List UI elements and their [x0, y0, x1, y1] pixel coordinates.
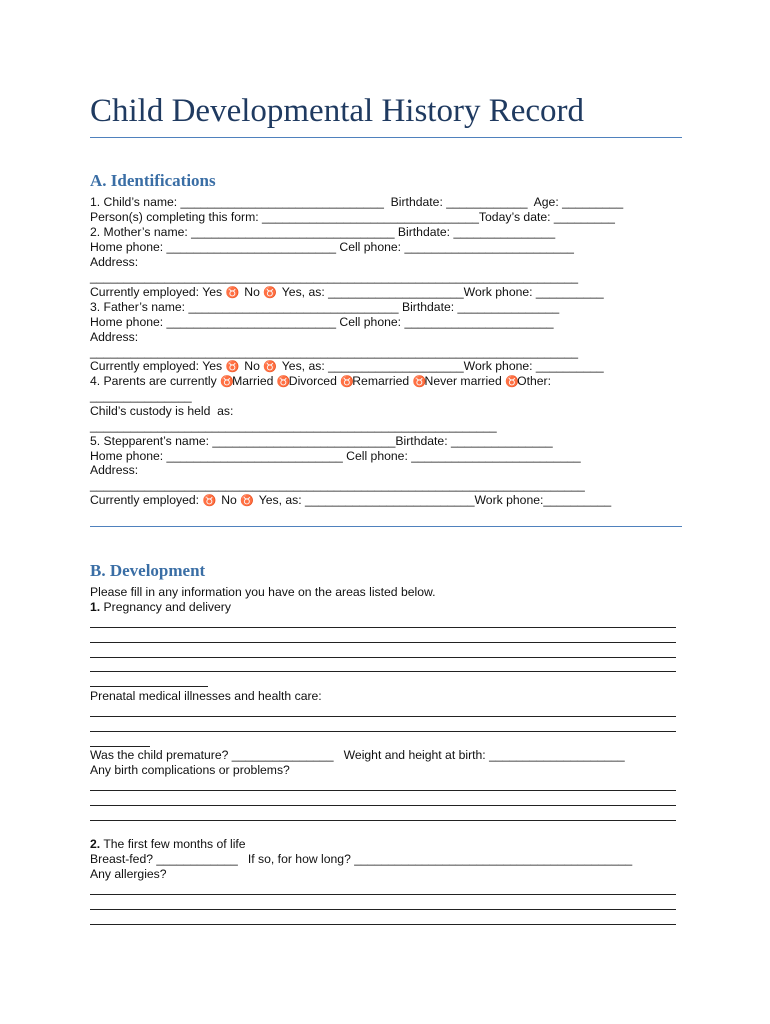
title-divider [90, 137, 682, 138]
allergies-label: Any allergies? [90, 867, 167, 881]
stepparent-address-label: Address: [90, 463, 139, 477]
answer-line[interactable] [90, 894, 676, 895]
section-b-intro: Please fill in any information you have on the areas listed below. [90, 585, 436, 599]
complications-label: Any birth complications or problems? [90, 763, 290, 777]
answer-line[interactable] [90, 731, 676, 732]
mother-address-line[interactable]: ________________________________________________________________________ [90, 270, 579, 284]
father-address-label: Address: [90, 330, 139, 344]
section-a-heading: A. Identifications [90, 171, 216, 190]
checkbox-icon[interactable]: ♉ [276, 376, 291, 388]
checkbox-icon[interactable]: ♉ [340, 376, 354, 388]
answer-line[interactable] [90, 627, 676, 628]
person-completing-line[interactable]: Person(s) completing this form: ________________________________Today’s date: _________ [90, 210, 615, 224]
checkbox-icon[interactable]: ♉ [220, 376, 234, 388]
checkbox-icon[interactable]: ♉ [240, 495, 254, 507]
question-number: 2. [90, 837, 101, 851]
checkbox-icon[interactable]: ♉ [225, 287, 240, 299]
answer-line[interactable] [90, 671, 676, 672]
father-address-line[interactable]: ________________________________________________________________________ [90, 345, 579, 359]
question-text: The first few months of life [100, 837, 246, 851]
custody-label: Child’s custody is held as: [90, 404, 234, 418]
answer-line[interactable] [90, 924, 676, 925]
question-number: 1. [90, 600, 101, 614]
answer-line[interactable] [90, 790, 676, 791]
section-b-heading: B. Development [90, 561, 206, 580]
answer-line[interactable] [90, 657, 676, 658]
answer-line[interactable] [90, 642, 676, 643]
pregnancy-delivery-label [90, 600, 231, 615]
stepparent-name-line[interactable]: 5. Stepparent’s name: ___________________________Birthdate: _______________ [90, 434, 553, 448]
custody-line[interactable]: ____________________________________________________________ [90, 419, 497, 433]
page-title: Child Developmental History Record [90, 93, 584, 129]
checkbox-icon[interactable]: ♉ [263, 287, 277, 299]
mother-employment-line[interactable]: Currently employed: Yes ♉ No ♉ Yes, as: ____________________Work phone: __________ [90, 285, 604, 299]
prenatal-label: Prenatal medical illnesses and health care: [90, 689, 322, 703]
checkbox-icon[interactable]: ♉ [412, 376, 427, 388]
father-employment-line[interactable]: Currently employed: Yes ♉ No ♉ Yes, as: ____________________Work phone: __________ [90, 359, 604, 373]
stepparent-phone-line[interactable]: Home phone: __________________________ Cell phone: _________________________ [90, 449, 581, 463]
stepparent-employment-line[interactable]: Currently employed: ♉ No ♉ Yes, as: _________________________Work phone:__________ [90, 493, 612, 507]
father-name-line[interactable]: 3. Father’s name: _______________________________ Birthdate: _______________ [90, 300, 560, 314]
child-name-line[interactable]: 1. Child’s name: ______________________________ Birthdate: ____________ Age: _________ [90, 195, 624, 209]
stepparent-address-line[interactable]: _________________________________________________________________________ [90, 478, 585, 492]
checkbox-icon[interactable]: ♉ [225, 361, 240, 373]
parents-other-line[interactable]: _______________ [90, 389, 192, 403]
mother-name-line[interactable]: 2. Mother’s name: ______________________________ Birthdate: _______________ [90, 225, 556, 239]
section-divider [90, 526, 682, 527]
answer-line[interactable] [90, 746, 150, 747]
checkbox-icon[interactable]: ♉ [202, 495, 217, 507]
answer-line[interactable] [90, 909, 676, 910]
checkbox-icon[interactable]: ♉ [263, 361, 277, 373]
mother-address-label: Address: [90, 255, 139, 269]
first-months-label [90, 837, 246, 852]
answer-line[interactable] [90, 686, 208, 687]
answer-line[interactable] [90, 716, 676, 717]
mother-phone-line[interactable]: Home phone: _________________________ Cell phone: _________________________ [90, 240, 574, 254]
father-phone-line[interactable]: Home phone: _________________________ Cell phone: ______________________ [90, 315, 554, 329]
premature-weight-line[interactable]: Was the child premature? _______________ Weight and height at birth: ____________________ [90, 748, 625, 762]
breastfed-line[interactable]: Breast-fed? ____________ If so, for how long? _________________________________________ [90, 852, 633, 866]
parents-status-line[interactable]: 4. Parents are currently ♉Married ♉Divorced ♉Remarried ♉Never married ♉Other: [90, 374, 551, 388]
answer-line[interactable] [90, 805, 676, 806]
answer-line[interactable] [90, 820, 676, 821]
question-text: Pregnancy and delivery [100, 600, 231, 614]
checkbox-icon[interactable]: ♉ [505, 376, 519, 388]
